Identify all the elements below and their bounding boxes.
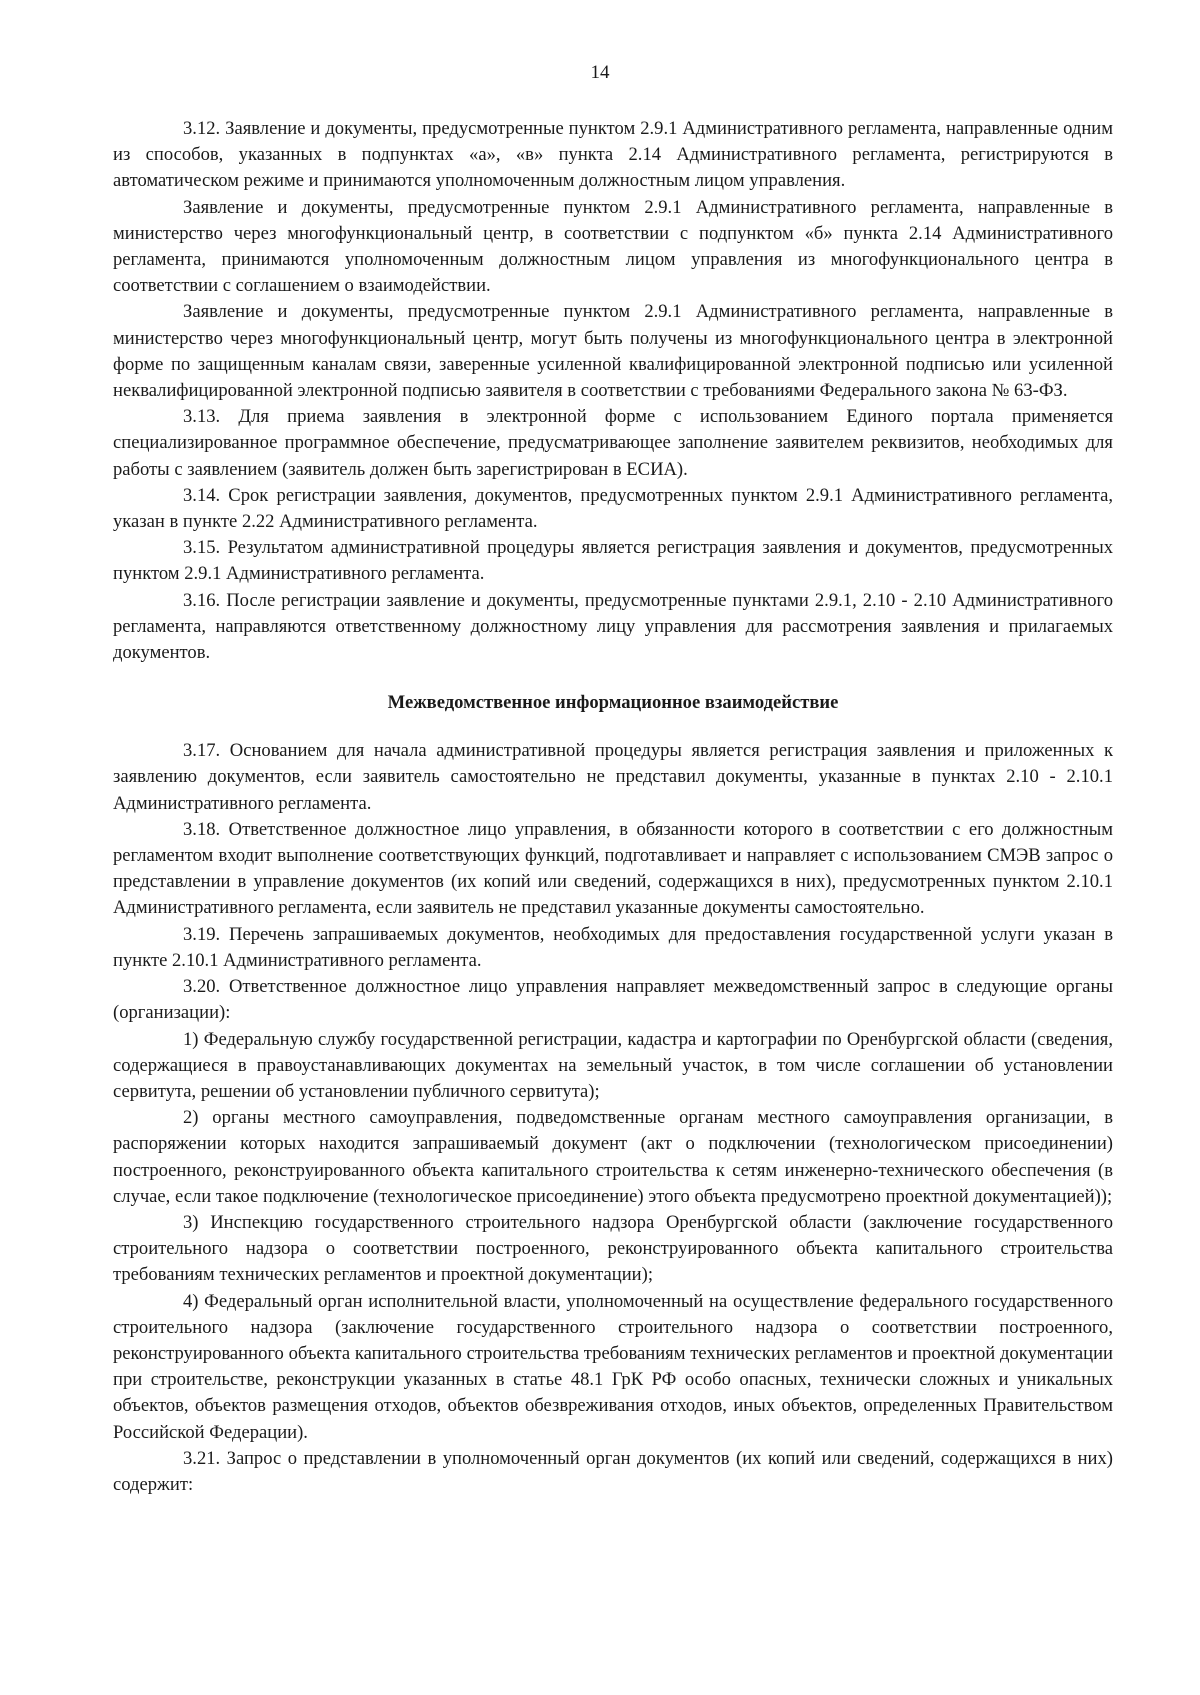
paragraph-3-20: 3.20. Ответственное должностное лицо управления направляет межведомственный запрос в следующие органы (организации): [113,976,1113,1024]
list-item-2: 2) органы местного самоуправления, подведомственные органам местного самоуправления организации, в распоряжении которых находится запрашиваемый документ (акт о подключении (технологическом присоединении) построенного, реконструированного объекта капитального строительства к сетям инженерно-технического обеспечения (в случае, если такое подключение (технологическое присоединение) этого объекта предусмотрено проектной документацией)); [113,1107,1113,1207]
paragraph-3-12-mfc: Заявление и документы, предусмотренные пунктом 2.9.1 Административного регламента, направленные в министерство через многофункциональный центр, в соответствии с подпунктом «б» пункта 2.14 Административного регламента, принимаются уполномоченным должностным лицом управления из многофункционального центра в соответствии с соглашением о взаимодействии. [113,196,1113,297]
paragraph-3-21: 3.21. Запрос о представлении в уполномоченный орган документов (их копий или сведений, содержащихся в них) содержит: [113,1447,1113,1495]
document-body [113,116,1113,1498]
page-number: 14 [590,62,610,83]
paragraph-3-17: 3.17. Основанием для начала административной процедуры является регистрация заявления и приложенных к заявлению документов, если заявитель самостоятельно не представил документы, указанные в пунктах 2.10 - 2.10.1 Административного регламента. [113,740,1113,814]
paragraph-3-15: 3.15. Результатом административной процедуры является регистрация заявления и документов, предусмотренных пунктом 2.9.1 Административного регламента. [113,537,1113,585]
list-item-4: 4) Федеральный орган исполнительной власти, уполномоченный на осуществление федерального государственного строительного надзора (заключение государственного строительного надзора о соответствии построенного, реконструированного объекта капитального строительства требованиям технических регламентов и проектной документации при строительстве, реконструкции указанных в статье 48.1 ГрК РФ особо опасных, технически сложных и уникальных объектов, объектов размещения отходов, объектов обезвреживания отходов, иных объектов, определенных Правительством Российской Федерации). [113,1290,1113,1443]
list-item-1: 1) Федеральную службу государственной регистрации, кадастра и картографии по Оренбургской области (сведения, содержащиеся в правоустанавливающих документах на земельный участок, в том числе соглашении об установлении сервитута, решении об установлении публичного сервитута); [113,1028,1113,1102]
paragraph-3-12-electronic: Заявление и документы, предусмотренные пунктом 2.9.1 Административного регламента, направленные в министерство через многофункциональный центр, могут быть получены из многофункционального центра в электронной форме по защищенным каналам связи, заверенные усиленной квалифицированной электронной подписью или усиленной неквалифицированной электронной подписью заявителя в соответствии с требованиями Федерального закона № 63-ФЗ. [113,301,1113,402]
paragraph-3-12: 3.12. Заявление и документы, предусмотренные пунктом 2.9.1 Административного регламента, направленные одним из способов, указанных в подпунктах «а», «в» пункта 2.14 Административного регламента, регистрируются в автоматическом режиме и принимаются уполномоченным должностным лицом управления. [113,118,1113,192]
paragraph-3-13: 3.13. Для приема заявления в электронной форме с использованием Единого портала применяется специализированное программное обеспечение, предусматривающее заполнение заявителем реквизитов, необходимых для работы с заявлением (заявитель должен быть зарегистрирован в ЕСИА). [113,406,1113,480]
paragraph-3-18: 3.18. Ответственное должностное лицо управления, в обязанности которого в соответствии с его должностным регламентом входит выполнение соответствующих функций, подготавливает и направляет с использованием СМЭВ запрос о представлении в управление документов (их копий или сведений, содержащихся в них), предусмотренных пунктом 2.10.1 Административного регламента, если заявитель не представил указанные документы самостоятельно. [113,818,1113,919]
paragraph-3-16: 3.16. После регистрации заявление и документы, предусмотренные пунктами 2.9.1, 2.10 - 2.10 Административного регламента, направляются ответственному должностному лицу управления для рассмотрения заявления и прилагаемых документов. [113,589,1113,664]
list-item-3: 3) Инспекцию государственного строительного надзора Оренбургской области (заключение государственного строительного надзора о соответствии построенного, реконструированного объекта капитального строительства требованиям технических регламентов и проектной документации); [113,1211,1113,1286]
paragraph-3-19: 3.19. Перечень запрашиваемых документов, необходимых для предоставления государственной услуги указан в пункте 2.10.1 Административного регламента. [113,923,1113,971]
section-heading: Межведомственное информационное взаимодействие [387,692,839,714]
paragraph-3-14: 3.14. Срок регистрации заявления, документов, предусмотренных пунктом 2.9.1 Административного регламента, указан в пункте 2.22 Административного регламента. [113,484,1113,533]
